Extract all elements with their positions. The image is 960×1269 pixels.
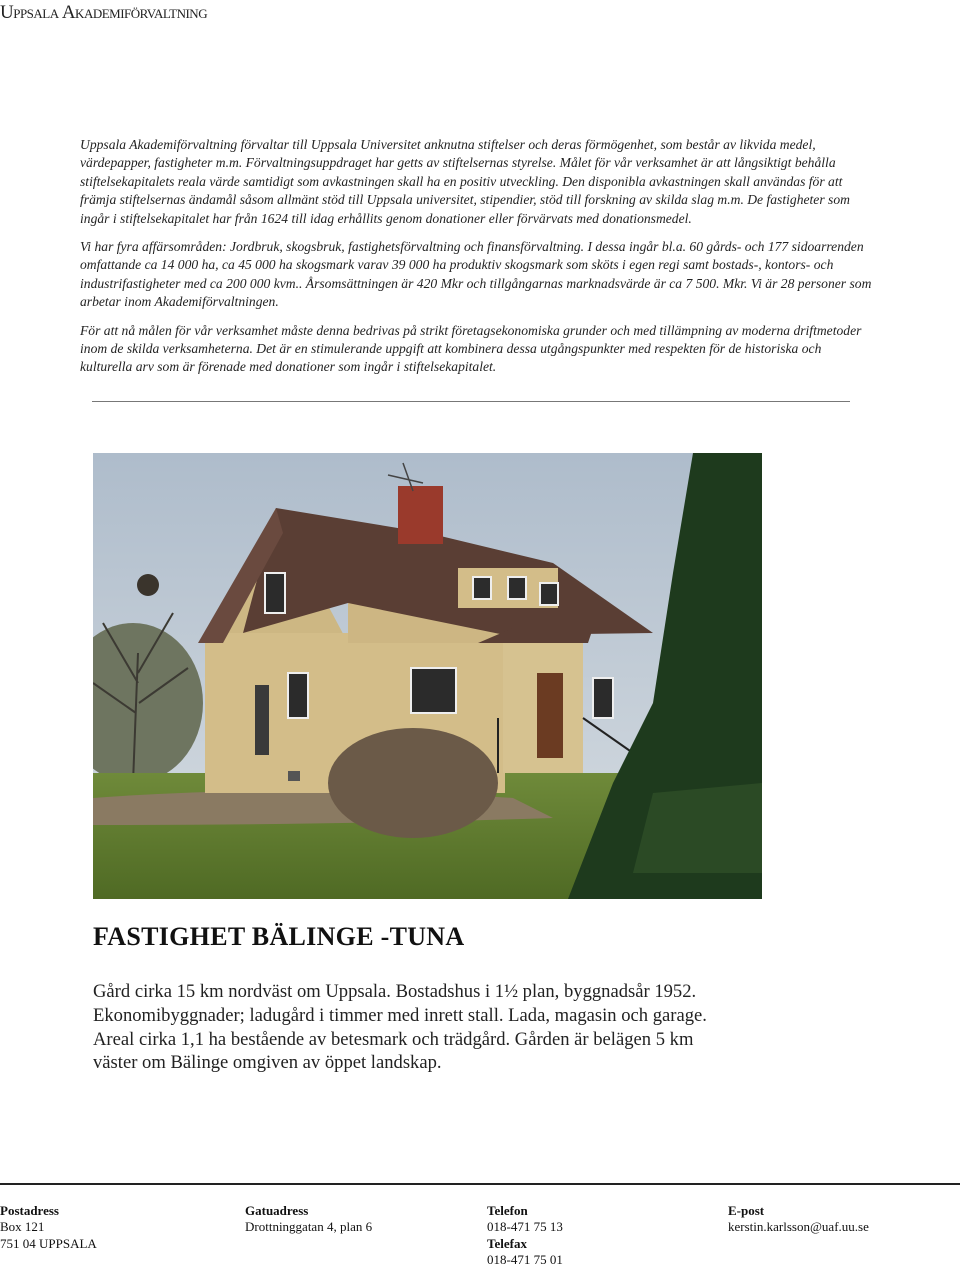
intro-paragraph-2: Vi har fyra affärsområden: Jordbruk, skogsbruk, fastighetsförvaltning och finansförvaltning. I dessa ingår bl.a. 60 gårds- och 177 sidoarrenden omfattande ca 14 000 ha, ca 45 000 ha skogsmark varav 39 000 ha produktiv skogsmark som sköts i egen regi samt bostads-, kontors- och industrifastigheter med ca 200 000 kvm.. Årsomsättningen är 420 Mkr och tillgångarnas marknadsvärde är ca 7 500. Mkr. Vi är 28 personer som arbetar inom Akademiförvaltningen. [80, 239, 872, 310]
telefax-label: Telefax [487, 1235, 527, 1251]
gatuadress-line1: Drottninggatan 4, plan 6 [245, 1219, 373, 1235]
description-line: Ekonomibyggnader; ladugård i timmer med inrett stall. Lada, magasin och garage. [93, 1004, 707, 1026]
footer-email [728, 1203, 869, 1236]
footer-street-address [245, 1203, 372, 1236]
intro-text [80, 136, 872, 387]
organization-header: Uppsala Akademiförvaltning [0, 2, 208, 23]
epost-address[interactable]: kerstin.karlsson@uaf.uu.se [728, 1219, 869, 1235]
postadress-line1: Box 121 [0, 1219, 45, 1235]
postadress-label: Postadress [0, 1203, 59, 1218]
intro-paragraph-1: Uppsala Akademiförvaltning förvaltar till Uppsala Universitet anknutna stiftelser och deras förmögenhet, som består av likvida medel, värdepapper, fastigheter m.m. Förvaltningsuppdraget har getts av stiftelsernas styrelse. Målet för vår verksamhet är att långsiktigt behålla stiftelsekapitalets reala värde samtidigt som avkastningen skall ha en positiv utveckling. Den disponibla avkastningen skall användas för att främja stiftelsernas ändamål såsom allmänt stöd till Uppsala universitet, stipendier, stöd till forskning av skilda slag m.m. De fastigheter som ingår i stiftelsekapitalet har från 1624 till idag erhållits genom donationer eller förvärvats med donationsmedel. [80, 137, 850, 226]
footer-postal-address [0, 1203, 97, 1252]
telefon-label: Telefon [487, 1203, 528, 1218]
description-line: Gård cirka 15 km nordväst om Uppsala. Bostadshus i 1½ plan, byggnadsår 1952. [93, 981, 697, 1002]
intro-divider [92, 401, 850, 402]
telefax-number: 018-471 75 01 [487, 1252, 563, 1268]
property-description [93, 980, 793, 1075]
footer-divider [0, 1183, 960, 1185]
description-line: Areal cirka 1,1 ha bestående av betesmark och trädgård. Gården är belägen 5 km [93, 1028, 694, 1050]
footer-phone [487, 1203, 563, 1269]
gatuadress-label: Gatuadress [245, 1203, 309, 1218]
postadress-line2: 751 04 UPPSALA [0, 1235, 97, 1251]
intro-paragraph-3: För att nå målen för vår verksamhet måste denna bedrivas på strikt företagsekonomiska grunder och med tillämpning av moderna driftmetoder inom de skilda verksamheterna. Det är en stimulerande uppgift att kombinera dessa utgångspunkter med respekten för de historiska och kulturella arv som är förenade med donationer som ingår i stiftelsekapitalet. [80, 322, 862, 375]
description-line: väster om Bälinge omgiven av öppet landskap. [93, 1052, 442, 1074]
telefon-number: 018-471 75 13 [487, 1219, 563, 1235]
epost-label: E-post [728, 1203, 765, 1218]
property-photo [93, 453, 762, 899]
property-title: FASTIGHET BÄLINGE -TUNA [93, 922, 465, 951]
